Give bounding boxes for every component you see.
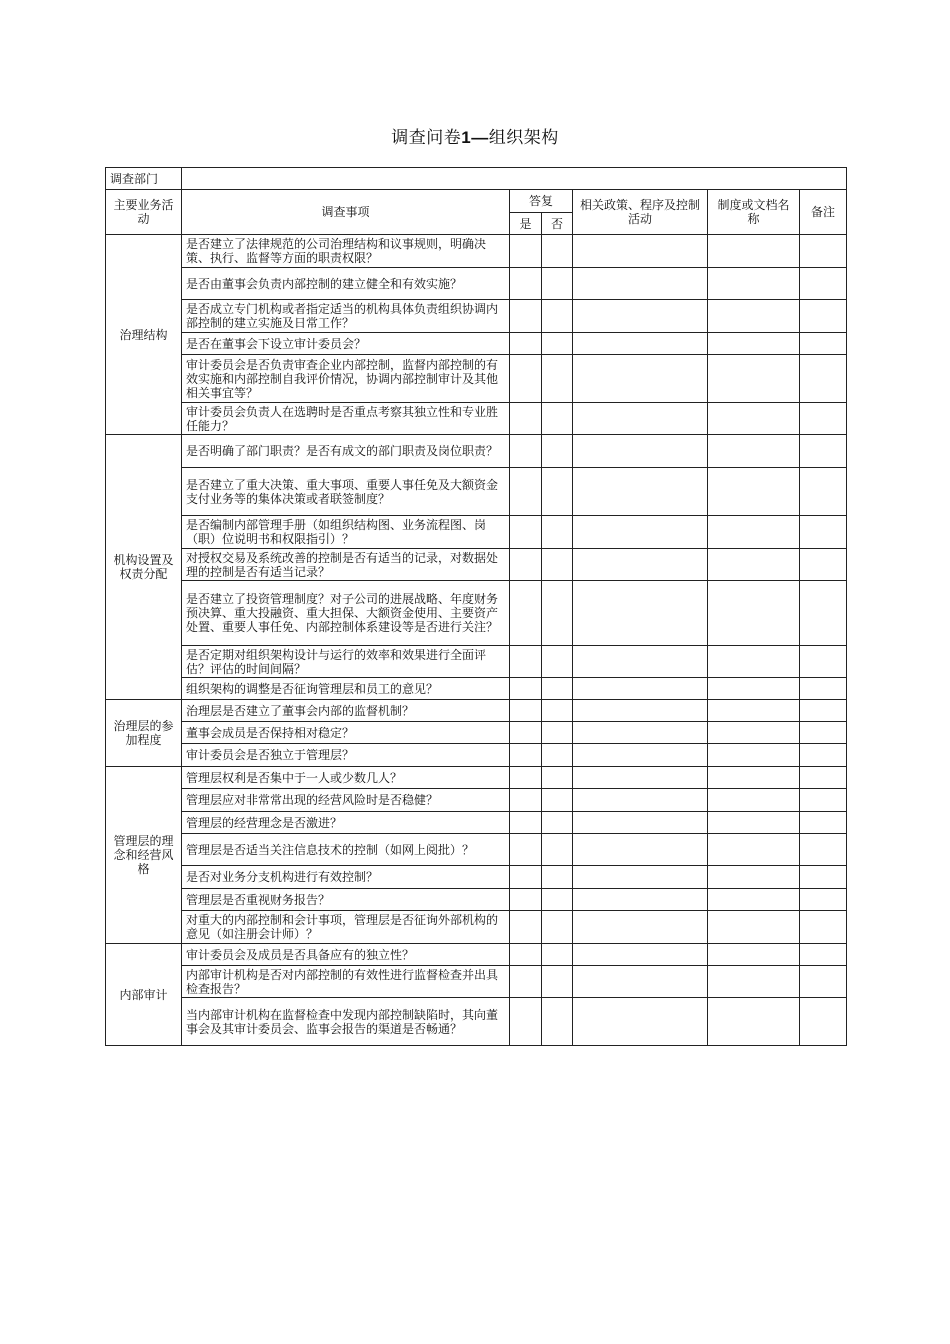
title-suffix: 组织架构 <box>488 128 559 148</box>
policy-cell[interactable] <box>573 767 708 789</box>
answer-yes-cell[interactable] <box>510 549 542 581</box>
answer-no-cell[interactable] <box>542 516 573 549</box>
remark-cell[interactable] <box>800 581 847 646</box>
question-text: 管理层权利是否集中于一人或少数几人？ <box>182 767 510 789</box>
remark-cell[interactable] <box>800 678 847 700</box>
question-row <box>106 744 847 767</box>
answer-yes-cell[interactable] <box>510 834 542 866</box>
question-text: 审计委员会及成员是否具备应有的独立性？ <box>182 944 510 966</box>
question-text: 治理层是否建立了董事会内部的监督机制？ <box>182 700 510 722</box>
answer-yes-cell[interactable] <box>510 268 542 300</box>
doc-cell[interactable] <box>708 789 800 812</box>
policy-cell[interactable] <box>573 966 708 998</box>
answer-yes-cell[interactable] <box>510 355 542 403</box>
answer-no-cell[interactable] <box>542 403 573 435</box>
doc-cell[interactable] <box>708 744 800 767</box>
question-row <box>106 789 847 812</box>
doc-cell[interactable] <box>708 333 800 355</box>
answer-yes-cell[interactable] <box>510 889 542 911</box>
question-row <box>106 834 847 866</box>
doc-cell[interactable] <box>708 403 800 435</box>
answer-yes-cell[interactable] <box>510 998 542 1046</box>
remark-cell[interactable] <box>800 355 847 403</box>
title-prefix: 调查问卷 <box>391 128 462 148</box>
doc-header: 制度或文档名称 <box>708 190 800 235</box>
remark-cell[interactable] <box>800 744 847 767</box>
remark-cell[interactable] <box>800 333 847 355</box>
policy-cell[interactable] <box>573 355 708 403</box>
answer-no-cell[interactable] <box>542 678 573 700</box>
answer-yes-cell[interactable] <box>510 468 542 516</box>
doc-cell[interactable] <box>708 435 800 468</box>
remark-cell[interactable] <box>800 235 847 268</box>
question-text: 对重大的内部控制和会计事项，管理层是否征询外部机构的意见（如注册会计师）？ <box>182 911 510 944</box>
question-row <box>106 812 847 834</box>
answer-no-cell[interactable] <box>542 333 573 355</box>
matter-header: 调查事项 <box>182 190 510 235</box>
doc-cell[interactable] <box>708 767 800 789</box>
dept-label: 调查部门 <box>106 168 182 190</box>
remark-cell[interactable] <box>800 435 847 468</box>
question-text: 是否对业务分支机构进行有效控制？ <box>182 866 510 889</box>
doc-cell[interactable] <box>708 646 800 678</box>
answer-yes-cell[interactable] <box>510 767 542 789</box>
answer-yes-cell[interactable] <box>510 646 542 678</box>
section-name: 管理层的理念和经营风格 <box>106 767 182 944</box>
policy-cell[interactable] <box>573 549 708 581</box>
remark-cell[interactable] <box>800 268 847 300</box>
remark-cell[interactable] <box>800 722 847 744</box>
question-row <box>106 333 847 355</box>
questionnaire-table <box>105 167 847 1046</box>
question-row <box>106 403 847 435</box>
dept-row <box>106 168 847 190</box>
doc-cell[interactable] <box>708 812 800 834</box>
doc-cell[interactable] <box>708 468 800 516</box>
policy-cell[interactable] <box>573 998 708 1046</box>
question-row <box>106 866 847 889</box>
doc-cell[interactable] <box>708 966 800 998</box>
answer-no-cell[interactable] <box>542 834 573 866</box>
section-name: 治理结构 <box>106 235 182 435</box>
activity-header: 主要业务活动 <box>106 190 182 235</box>
question-text: 对授权交易及系统改善的控制是否有适当的记录，对数据处理的控制是否有适当记录？ <box>182 549 510 581</box>
answer-yes-cell[interactable] <box>510 911 542 944</box>
question-text: 当内部审计机构在监督检查中发现内部控制缺陷时，其向董事会及其审计委员会、监事会报告的渠道是否畅通？ <box>182 998 510 1046</box>
answer-yes-cell[interactable] <box>510 966 542 998</box>
answer-yes-cell[interactable] <box>510 722 542 744</box>
question-row <box>106 966 847 998</box>
policy-cell[interactable] <box>573 789 708 812</box>
policy-cell[interactable] <box>573 333 708 355</box>
answer-yes-cell[interactable] <box>510 581 542 646</box>
policy-cell[interactable] <box>573 812 708 834</box>
question-row <box>106 516 847 549</box>
title-number: 1— <box>461 128 489 147</box>
doc-cell[interactable] <box>708 889 800 911</box>
answer-no-cell[interactable] <box>542 767 573 789</box>
policy-cell[interactable] <box>573 581 708 646</box>
question-row <box>106 998 847 1046</box>
question-text: 是否建立了重大决策、重大事项、重要人事任免及大额资金支付业务等的集体决策或者联签制度？ <box>182 468 510 516</box>
answer-yes-cell[interactable] <box>510 866 542 889</box>
remark-cell[interactable] <box>800 812 847 834</box>
question-row <box>106 700 847 722</box>
question-text: 审计委员会是否负责审查企业内部控制，监督内部控制的有效实施和内部控制自我评价情况，协调内部控制审计及其他相关事宜等？ <box>182 355 510 403</box>
remark-cell[interactable] <box>800 700 847 722</box>
remark-header: 备注 <box>800 190 847 235</box>
doc-cell[interactable] <box>708 944 800 966</box>
question-text: 审计委员会负责人在选聘时是否重点考察其独立性和专业胜任能力？ <box>182 403 510 435</box>
remark-cell[interactable] <box>800 889 847 911</box>
answer-no-cell[interactable] <box>542 866 573 889</box>
remark-cell[interactable] <box>800 911 847 944</box>
doc-cell[interactable] <box>708 268 800 300</box>
question-row <box>106 944 847 966</box>
remark-cell[interactable] <box>800 998 847 1046</box>
answer-yes-cell[interactable] <box>510 235 542 268</box>
doc-cell[interactable] <box>708 722 800 744</box>
remark-cell[interactable] <box>800 834 847 866</box>
policy-cell[interactable] <box>573 889 708 911</box>
answer-no-cell[interactable] <box>542 700 573 722</box>
question-text: 审计委员会是否独立于管理层？ <box>182 744 510 767</box>
policy-cell[interactable] <box>573 435 708 468</box>
question-text: 管理层的经营理念是否激进？ <box>182 812 510 834</box>
answer-no-cell[interactable] <box>542 911 573 944</box>
question-row <box>106 889 847 911</box>
question-text: 组织架构的调整是否征询管理层和员工的意见？ <box>182 678 510 700</box>
doc-cell[interactable] <box>708 678 800 700</box>
policy-cell[interactable] <box>573 235 708 268</box>
answer-yes-cell[interactable] <box>510 516 542 549</box>
policy-cell[interactable] <box>573 646 708 678</box>
question-text: 管理层是否适当关注信息技术的控制（如网上阅批）？ <box>182 834 510 866</box>
question-row <box>106 646 847 678</box>
doc-cell[interactable] <box>708 355 800 403</box>
question-row <box>106 435 847 468</box>
policy-cell[interactable] <box>573 944 708 966</box>
policy-cell[interactable] <box>573 722 708 744</box>
answer-yes-cell[interactable] <box>510 435 542 468</box>
question-text: 管理层是否重视财务报告？ <box>182 889 510 911</box>
question-row <box>106 235 847 268</box>
remark-cell[interactable] <box>800 468 847 516</box>
policy-cell[interactable] <box>573 300 708 333</box>
answer-yes-cell[interactable] <box>510 678 542 700</box>
doc-cell[interactable] <box>708 581 800 646</box>
answer-yes-cell[interactable] <box>510 944 542 966</box>
policy-cell[interactable] <box>573 866 708 889</box>
answer-no-cell[interactable] <box>542 646 573 678</box>
remark-cell[interactable] <box>800 944 847 966</box>
question-row <box>106 355 847 403</box>
answer-no-cell[interactable] <box>542 235 573 268</box>
answer-yes-cell[interactable] <box>510 744 542 767</box>
question-row <box>106 268 847 300</box>
remark-cell[interactable] <box>800 966 847 998</box>
doc-cell[interactable] <box>708 300 800 333</box>
answer-no-cell[interactable] <box>542 549 573 581</box>
remark-cell[interactable] <box>800 789 847 812</box>
policy-cell[interactable] <box>573 744 708 767</box>
policy-cell[interactable] <box>573 468 708 516</box>
question-text: 是否建立了法律规范的公司治理结构和议事规则，明确决策、执行、监督等方面的职责权限？ <box>182 235 510 268</box>
section-name: 治理层的参加程度 <box>106 700 182 767</box>
answer-yes-cell[interactable] <box>510 700 542 722</box>
question-text: 是否明确了部门职责？是否有成文的部门职责及岗位职责？ <box>182 435 510 468</box>
answer-yes-cell[interactable] <box>510 333 542 355</box>
answer-yes-cell[interactable] <box>510 300 542 333</box>
answer-no-cell[interactable] <box>542 944 573 966</box>
yes-header: 是 <box>510 213 542 235</box>
answer-no-cell[interactable] <box>542 268 573 300</box>
policy-cell[interactable] <box>573 911 708 944</box>
answer-yes-cell[interactable] <box>510 789 542 812</box>
doc-cell[interactable] <box>708 866 800 889</box>
answer-no-cell[interactable] <box>542 998 573 1046</box>
answer-no-cell[interactable] <box>542 300 573 333</box>
section-name: 内部审计 <box>106 944 182 1046</box>
answer-no-cell[interactable] <box>542 966 573 998</box>
header-row-1 <box>106 190 847 213</box>
dept-value-cell[interactable] <box>182 168 847 190</box>
remark-cell[interactable] <box>800 549 847 581</box>
no-header: 否 <box>542 213 573 235</box>
doc-cell[interactable] <box>708 998 800 1046</box>
answer-no-cell[interactable] <box>542 812 573 834</box>
question-text: 是否成立专门机构或者指定适当的机构具体负责组织协调内部控制的建立实施及日常工作？ <box>182 300 510 333</box>
question-row <box>106 581 847 646</box>
question-row <box>106 468 847 516</box>
answer-yes-cell[interactable] <box>510 812 542 834</box>
question-text: 是否由董事会负责内部控制的建立健全和有效实施？ <box>182 268 510 300</box>
question-text: 是否在董事会下设立审计委员会？ <box>182 333 510 355</box>
doc-cell[interactable] <box>708 911 800 944</box>
question-row <box>106 767 847 789</box>
answer-no-cell[interactable] <box>542 468 573 516</box>
question-row <box>106 300 847 333</box>
answer-no-cell[interactable] <box>542 889 573 911</box>
answer-no-cell[interactable] <box>542 722 573 744</box>
remark-cell[interactable] <box>800 646 847 678</box>
policy-cell[interactable] <box>573 834 708 866</box>
question-text: 是否建立了投资管理制度？对子公司的进展战略、年度财务预决算、重大投融资、重大担保、大额资金使用、主要资产处置、重要人事任免、内部控制体系建设等是否进行关注？ <box>182 581 510 646</box>
policy-header: 相关政策、程序及控制活动 <box>573 190 708 235</box>
doc-cell[interactable] <box>708 700 800 722</box>
question-text: 是否编制内部管理手册（如组织结构图、业务流程图、岗（职）位说明书和权限指引）？ <box>182 516 510 549</box>
question-text: 管理层应对非常常出现的经营风险时是否稳健？ <box>182 789 510 812</box>
answer-no-cell[interactable] <box>542 789 573 812</box>
answer-header: 答复 <box>510 190 573 213</box>
policy-cell[interactable] <box>573 678 708 700</box>
doc-cell[interactable] <box>708 549 800 581</box>
remark-cell[interactable] <box>800 300 847 333</box>
remark-cell[interactable] <box>800 767 847 789</box>
question-row <box>106 678 847 700</box>
remark-cell[interactable] <box>800 866 847 889</box>
doc-cell[interactable] <box>708 834 800 866</box>
question-row <box>106 722 847 744</box>
question-text: 内部审计机构是否对内部控制的有效性进行监督检查并出具检查报告？ <box>182 966 510 998</box>
question-text: 董事会成员是否保持相对稳定？ <box>182 722 510 744</box>
answer-no-cell[interactable] <box>542 581 573 646</box>
question-text: 是否定期对组织架构设计与运行的效率和效果进行全面评估？评估的时间间隔？ <box>182 646 510 678</box>
policy-cell[interactable] <box>573 516 708 549</box>
answer-no-cell[interactable] <box>542 435 573 468</box>
question-row <box>106 911 847 944</box>
policy-cell[interactable] <box>573 700 708 722</box>
answer-no-cell[interactable] <box>542 744 573 767</box>
question-row <box>106 549 847 581</box>
section-name: 机构设置及权责分配 <box>106 435 182 700</box>
answer-no-cell[interactable] <box>542 355 573 403</box>
remark-cell[interactable] <box>800 516 847 549</box>
policy-cell[interactable] <box>573 403 708 435</box>
page-title <box>0 123 950 148</box>
policy-cell[interactable] <box>573 268 708 300</box>
remark-cell[interactable] <box>800 403 847 435</box>
answer-yes-cell[interactable] <box>510 403 542 435</box>
doc-cell[interactable] <box>708 516 800 549</box>
doc-cell[interactable] <box>708 235 800 268</box>
